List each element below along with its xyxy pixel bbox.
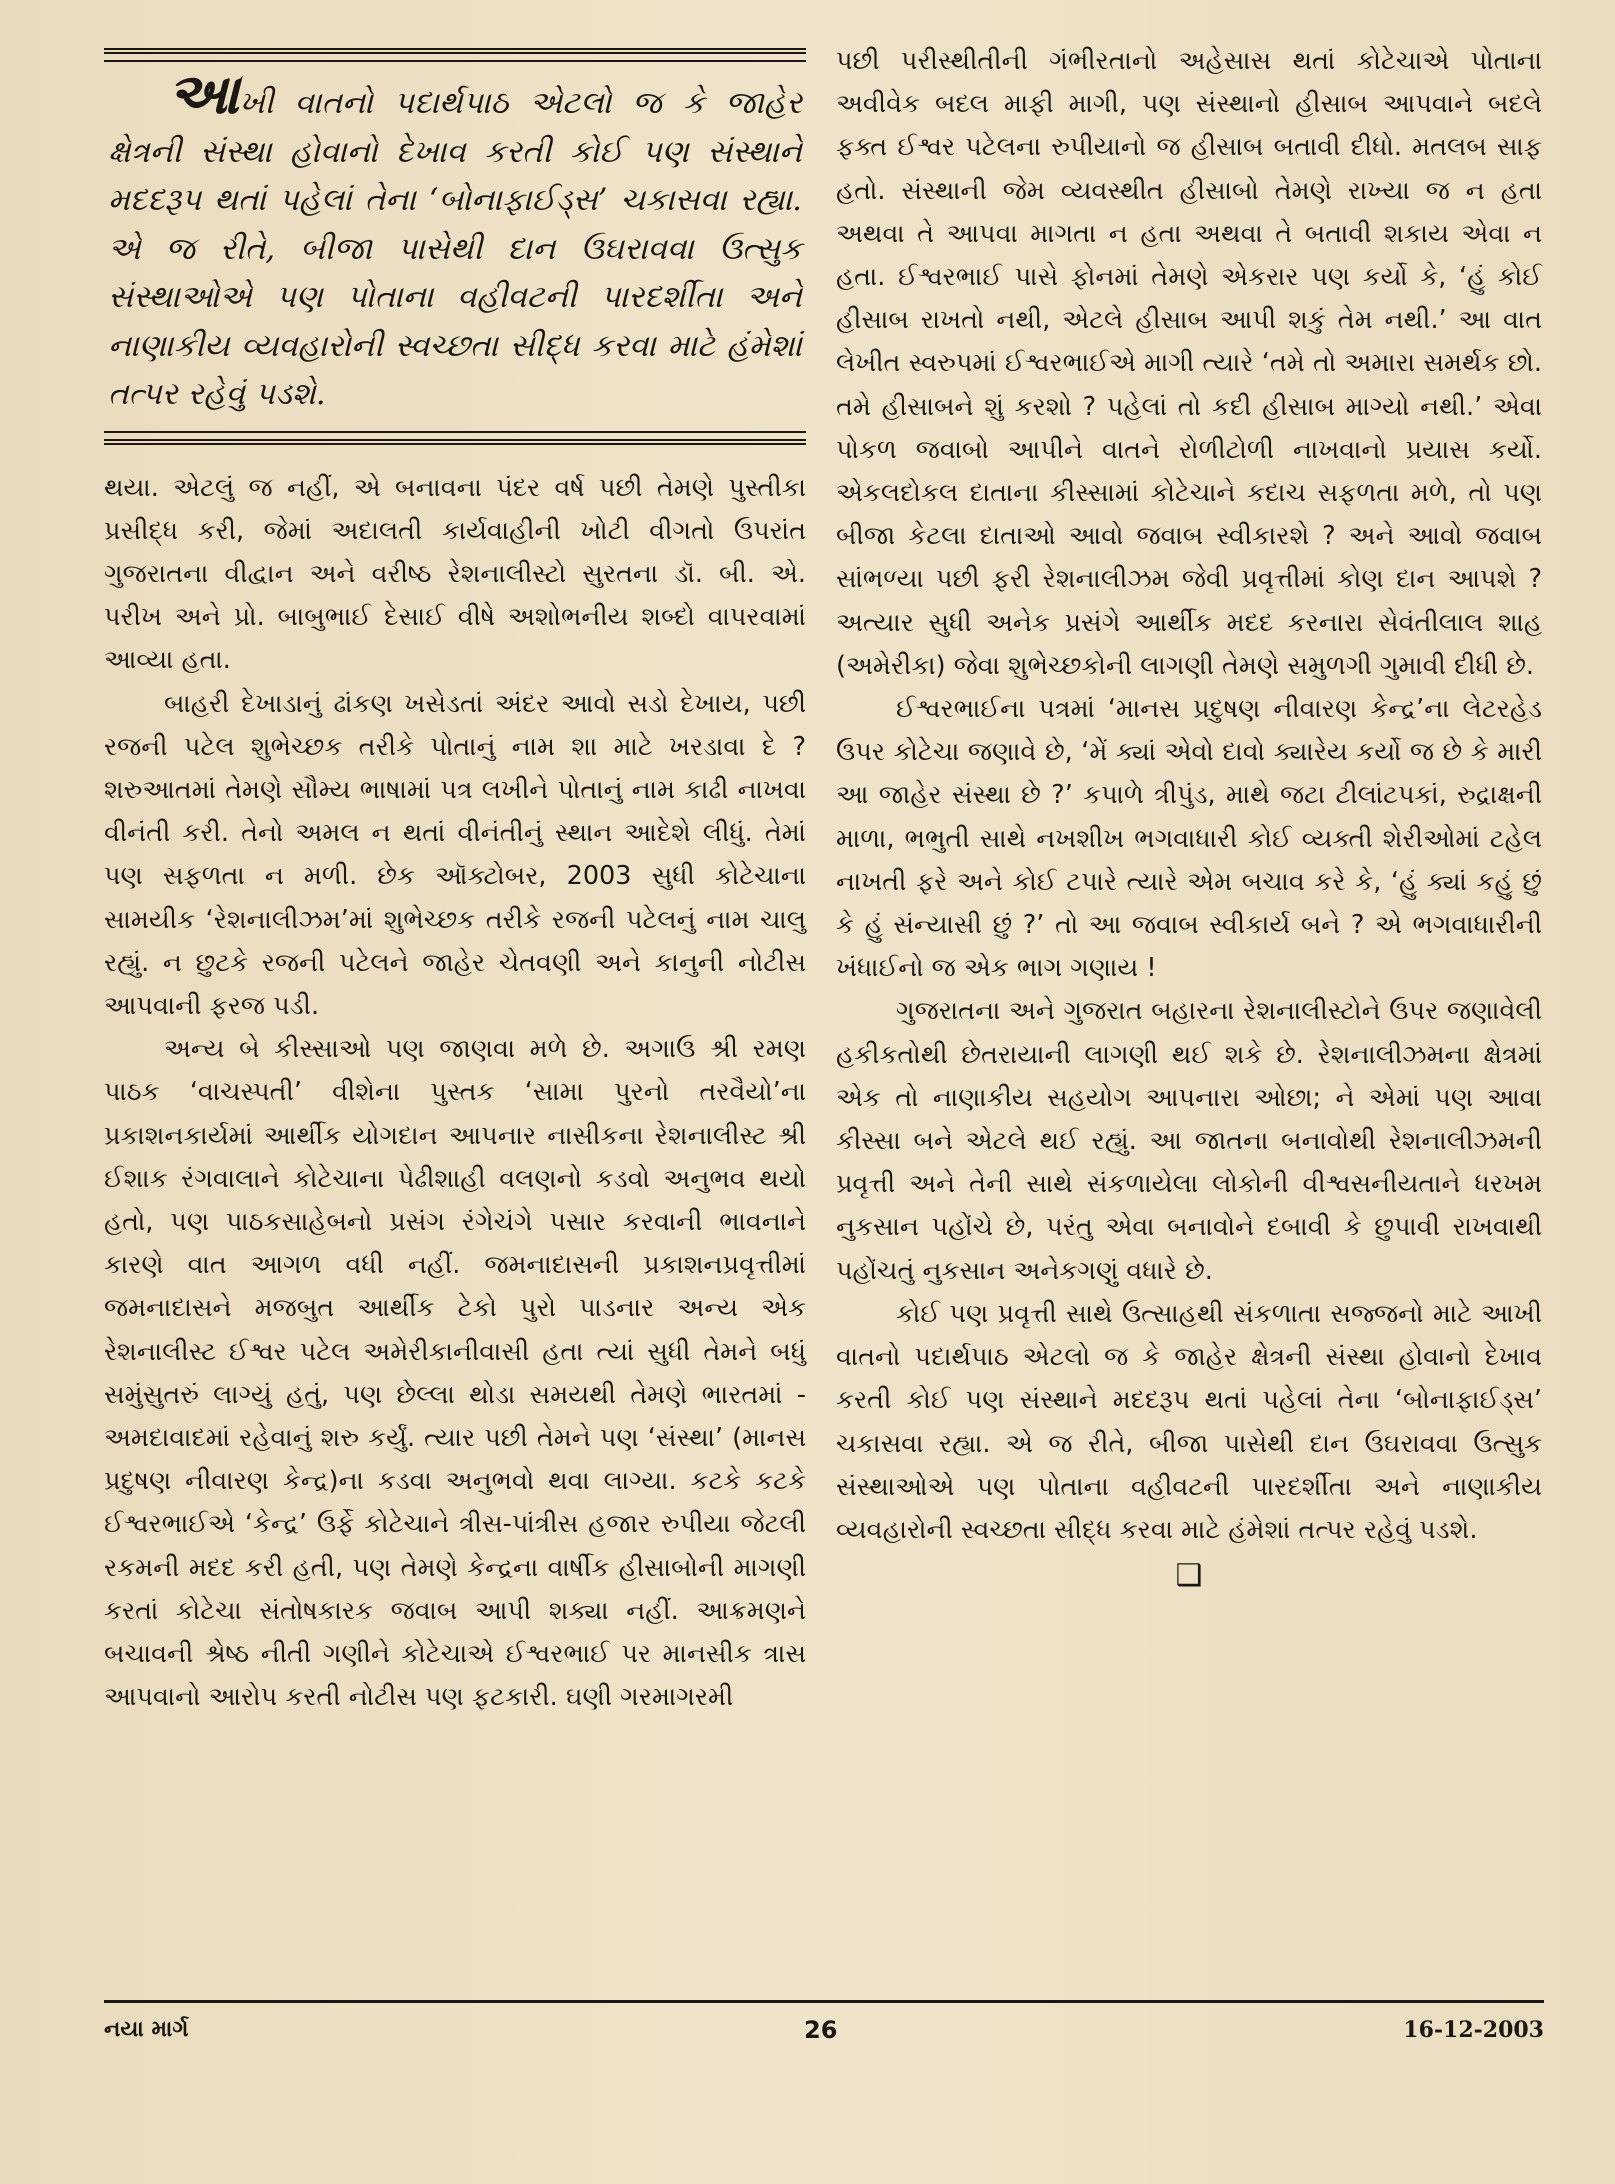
page-number: 26 xyxy=(804,2016,838,2044)
issue-date: 16-12-2003 xyxy=(1403,2017,1544,2043)
paragraph: બાહરી દેખાડાનું ઢાંકણ ખસેડતાં અંદર આવો સડો દેખાય, પછી રજની પટેલ શુભેચ્છક તરીકે પોતાનું નામ શા માટે ખરડાવા દે ? શરુઆતમાં તેમણે સૌમ્ય ભાષામાં પત્ર લખીને પોતાનું નામ કાઢી નાખવા વીનંતી કરી. તેનો અમલ ન થતાં વીનંતીનું સ્થાન આદેશે લીધું. તેમાં પણ સફળતા ન મળી. છેક ઑક્ટોબર, 2003 સુધી કોટેચાના સામયીક ‘રેશનાલીઝમ’માં શુભેચ્છક તરીકે રજની પટેલનું નામ ચાલુ રહ્યું. ન છુટકે રજની પટેલને જાહેર ચેતવણી અને કાનુની નોટીસ આપવાની ફરજ પડી. xyxy=(104,688,806,1021)
publication-name: નયા માર્ગ xyxy=(104,2017,189,2042)
paragraph: ઈશ્વરભાઈના પત્રમાં ‘માનસ પ્રદુષણ નીવારણ કેન્દ્ર’ના લેટરહેડ ઉપર કોટેચા જણાવે છે, ‘મેં ક્યાં એવો દાવો ક્યારેય કર્યો જ છે કે મારી આ જાહેર સંસ્થા છે ?’ કપાળે ત્રીપુંડ, માથે જટા ટીલાંટપકાં, રુદ્રાક્ષની માળા, ભભુતી સાથે નખશીખ ભગવાધારી કોઈ વ્યક્તી શેરીઓમાં ટહેલ નાખતી ફરે અને કોઈ ટપારે ત્યારે એમ બચાવ કરે કે, ‘હું ક્યાં કહું છું કે હું સંન્યાસી છું ?’ તો આ જવાબ સ્વીકાર્ય બને ? એ ભગવાધારીની ખંધાઈનો જ એક ભાગ ગણાય ! xyxy=(836,694,1542,984)
paragraph: ગુજરાતના અને ગુજરાત બહારના રેશનાલીસ્ટોને ઉપર જણાવેલી હકીકતોથી છેતરાયાની લાગણી થઈ શકે છે. રેશનાલીઝમના ક્ષેત્રમાં એક તો નાણાકીય સહયોગ આપનારા ઓછા; ને એમાં પણ આવા કીસ્સા બને એટલે થઈ રહ્યું. આ જાતના બનાવોથી રેશનાલીઝમની પ્રવૃત્તી અને તેની સાથે સંકળાયેલા લોકોની વીશ્વસનીયતાને ધરખમ નુકસાન પહોંચે છે, પરંતુ એવા બનાવોને દબાવી કે છુપાવી રાખવાથી પહોંચતું નુકસાન અનેકગણું વધારે છે. xyxy=(836,996,1542,1286)
drop-cap: આ xyxy=(168,61,240,127)
footer-divider xyxy=(104,2000,1544,2003)
right-body-text xyxy=(836,40,1542,1552)
right-column xyxy=(836,40,1542,1598)
pull-quote xyxy=(104,48,806,445)
pull-quote-text xyxy=(108,61,802,419)
page-footer xyxy=(104,2010,1544,2050)
left-body-text xyxy=(104,467,806,1720)
paragraph: અન્ય બે કીસ્સાઓ પણ જાણવા મળે છે. અગાઉ શ્રી રમણ પાઠક ‘વાચસ્પતી’ વીશેના પુસ્તક ‘સામા પુરનો તરવૈયો’ના પ્રકાશનકાર્યમાં આર્થીક યોગદાન આપનાર નાસીકના રેશનાલીસ્ટ શ્રી ઈશાક રંગવાલાને કોટેચાના પેઢીશાહી વલણનો કડવો અનુભવ થયો હતો, પણ પાઠકસાહેબનો પ્રસંગ રંગેચંગે પસાર કરવાની ભાવનાને કારણે વાત આગળ વધી નહીં. જમનાદાસની પ્રકાશનપ્રવૃત્તીમાં જમનાદાસને મજબુત આર્થીક ટેકો પુરો પાડનાર અન્ય એક રેશનાલીસ્ટ ઈશ્વર પટેલ અમેરીકાનીવાસી હતા ત્યાં સુધી તેમને બધું સમુંસુતરું લાગ્યું હતું, પણ છેલ્લા થોડા સમયથી તેમણે ભારતમાં - અમદાવાદમાં રહેવાનું શરુ કર્યું. ત્યાર પછી તેમને પણ ‘સંસ્થા’ (માનસ પ્રદુષણ નીવારણ કેન્દ્ર)ના કડવા અનુભવો થવા લાગ્યા. કટકે કટકે ઈશ્વરભાઈએ ‘કેન્દ્ર’ ઉર્ફે કોટેચાને ત્રીસ-પાંત્રીસ હજાર રુપીયા જેટલી રકમની મદદ કરી હતી, પણ તેમણે કેન્દ્રના વાર્ષીક હીસાબોની માગણી કરતાં કોટેચા સંતોષકારક જવાબ આપી શક્યા નહીં. આક્રમણને બચાવની શ્રેષ્ઠ નીતી ગણીને કોટેચાએ ઈશ્વરભાઈ પર માનસીક ત્રાસ આપવાનો આરોપ કરતી નોટીસ પણ ફટકારી. ઘણી ગરમાગરમી xyxy=(104,1034,806,1713)
paragraph: પછી પરીસ્થીતીની ગંભીરતાનો અહેસાસ થતાં કોટેચાએ પોતાના અવીવેક બદલ માફી માગી, પણ સંસ્થાનો હીસાબ આપવાને બદલે ફક્ત ઈશ્વર પટેલના રુપીયાનો જ હીસાબ બતાવી દીધો. મતલબ સાફ હતો. સંસ્થાની જેમ વ્યવસ્થીત હીસાબો તેમણે રાખ્યા જ ન હતા અથવા તે આપવા માગતા ન હતા અથવા તે બતાવી શકાય એવા ન હતા. ઈશ્વરભાઈ પાસે ફોનમાં તેમણે એકરાર પણ કર્યો કે, ‘હું કોઈ હીસાબ રાખતો નથી, એટલે હીસાબ આપી શકું તેમ નથી.’ આ વાત લેખીત સ્વરુપમાં ઈશ્વરભાઈએ માગી ત્યારે ‘તમે તો અમારા સમર્થક છો. તમે હીસાબને શું કરશો ? પહેલાં તો કદી હીસાબ માગ્યો નથી.’ એવા પોકળ જવાબો આપીને વાતને રોળીટોળી નાખવાનો પ્રયાસ કર્યો. એકલદોકલ દાતાના કીસ્સામાં કોટેચાને કદાચ સફળતા મળે, તો પણ બીજા કેટલા દાતાઓ આવો જવાબ સ્વીકારશે ? અને આવો જવાબ સાંભળ્યા પછી ફરી રેશનાલીઝમ જેવી પ્રવૃત્તીમાં કોણ દાન આપશે ? અત્યાર સુધી અનેક પ્રસંગે આર્થીક મદદ કરનારા સેવંતીલાલ શાહ (અમેરીકા) જેવા શુભેચ્છકોની લાગણી તેમણે સમુળગી ગુમાવી દીધી છે. xyxy=(836,46,1542,681)
pull-quote-body: ખી વાતનો પદાર્થપાઠ એટલો જ કે જાહેર ક્ષેત્રની સંસ્થા હોવાનો દેખાવ કરતી કોઈ પણ સંસ્થાને મદદરૂપ થતાં પહેલાં તેના ‘બોનાફાઈડ્સ’ ચકાસવા રહ્યા. એ જ રીતે, બીજા પાસેથી દાન ઉઘરાવવા ઉત્સુક સંસ્થાઓએ પણ પોતાના વહીવટની પારદર્શીતા અને નાણાકીય વ્યવહારોની સ્વચ્છતા સીદ્ધ કરવા માટે હંમેશાં તત્પર રહેવું પડશે. xyxy=(108,85,802,412)
end-of-article-icon: ❑ xyxy=(1175,1558,1203,1594)
left-column xyxy=(104,40,806,1719)
paragraph: કોઈ પણ પ્રવૃત્તી સાથે ઉત્સાહથી સંકળાતા સજ્જનો માટે આખી વાતનો પદાર્થપાઠ એટલો જ કે જાહેર ક્ષેત્રની સંસ્થા હોવાનો દેખાવ કરતી કોઈ પણ સંસ્થાને મદદરૂપ થતાં પહેલાં તેના ‘બોનાફાઈડ્સ’ ચકાસવા રહ્યા. એ જ રીતે, બીજા પાસેથી દાન ઉઘરાવવા ઉત્સુક સંસ્થાઓએ પણ પોતાના વહીવટની પારદર્શીતા અને નાણાકીય વ્યવહારોની સ્વચ્છતા સીદ્ધ કરવા માટે હંમેશાં તત્પર રહેવું પડશે. xyxy=(836,1298,1542,1545)
paragraph: થયા. એટલું જ નહીં, એ બનાવના પંદર વર્ષ પછી તેમણે પુસ્તીકા પ્રસીદ્ધ કરી, જેમાં અદાલતી કાર્યવાહીની ખોટી વીગતો ઉપરાંત ગુજરાતના વીદ્વાન અને વરીષ્ઠ રેશનાલીસ્ટો સુરતના ડૉ. બી. એ. પરીખ અને પ્રો. બાબુભાઈ દેસાઈ વીષે અશોભનીય શબ્દો વાપરવામાં આવ્યા હતા. xyxy=(104,472,806,676)
